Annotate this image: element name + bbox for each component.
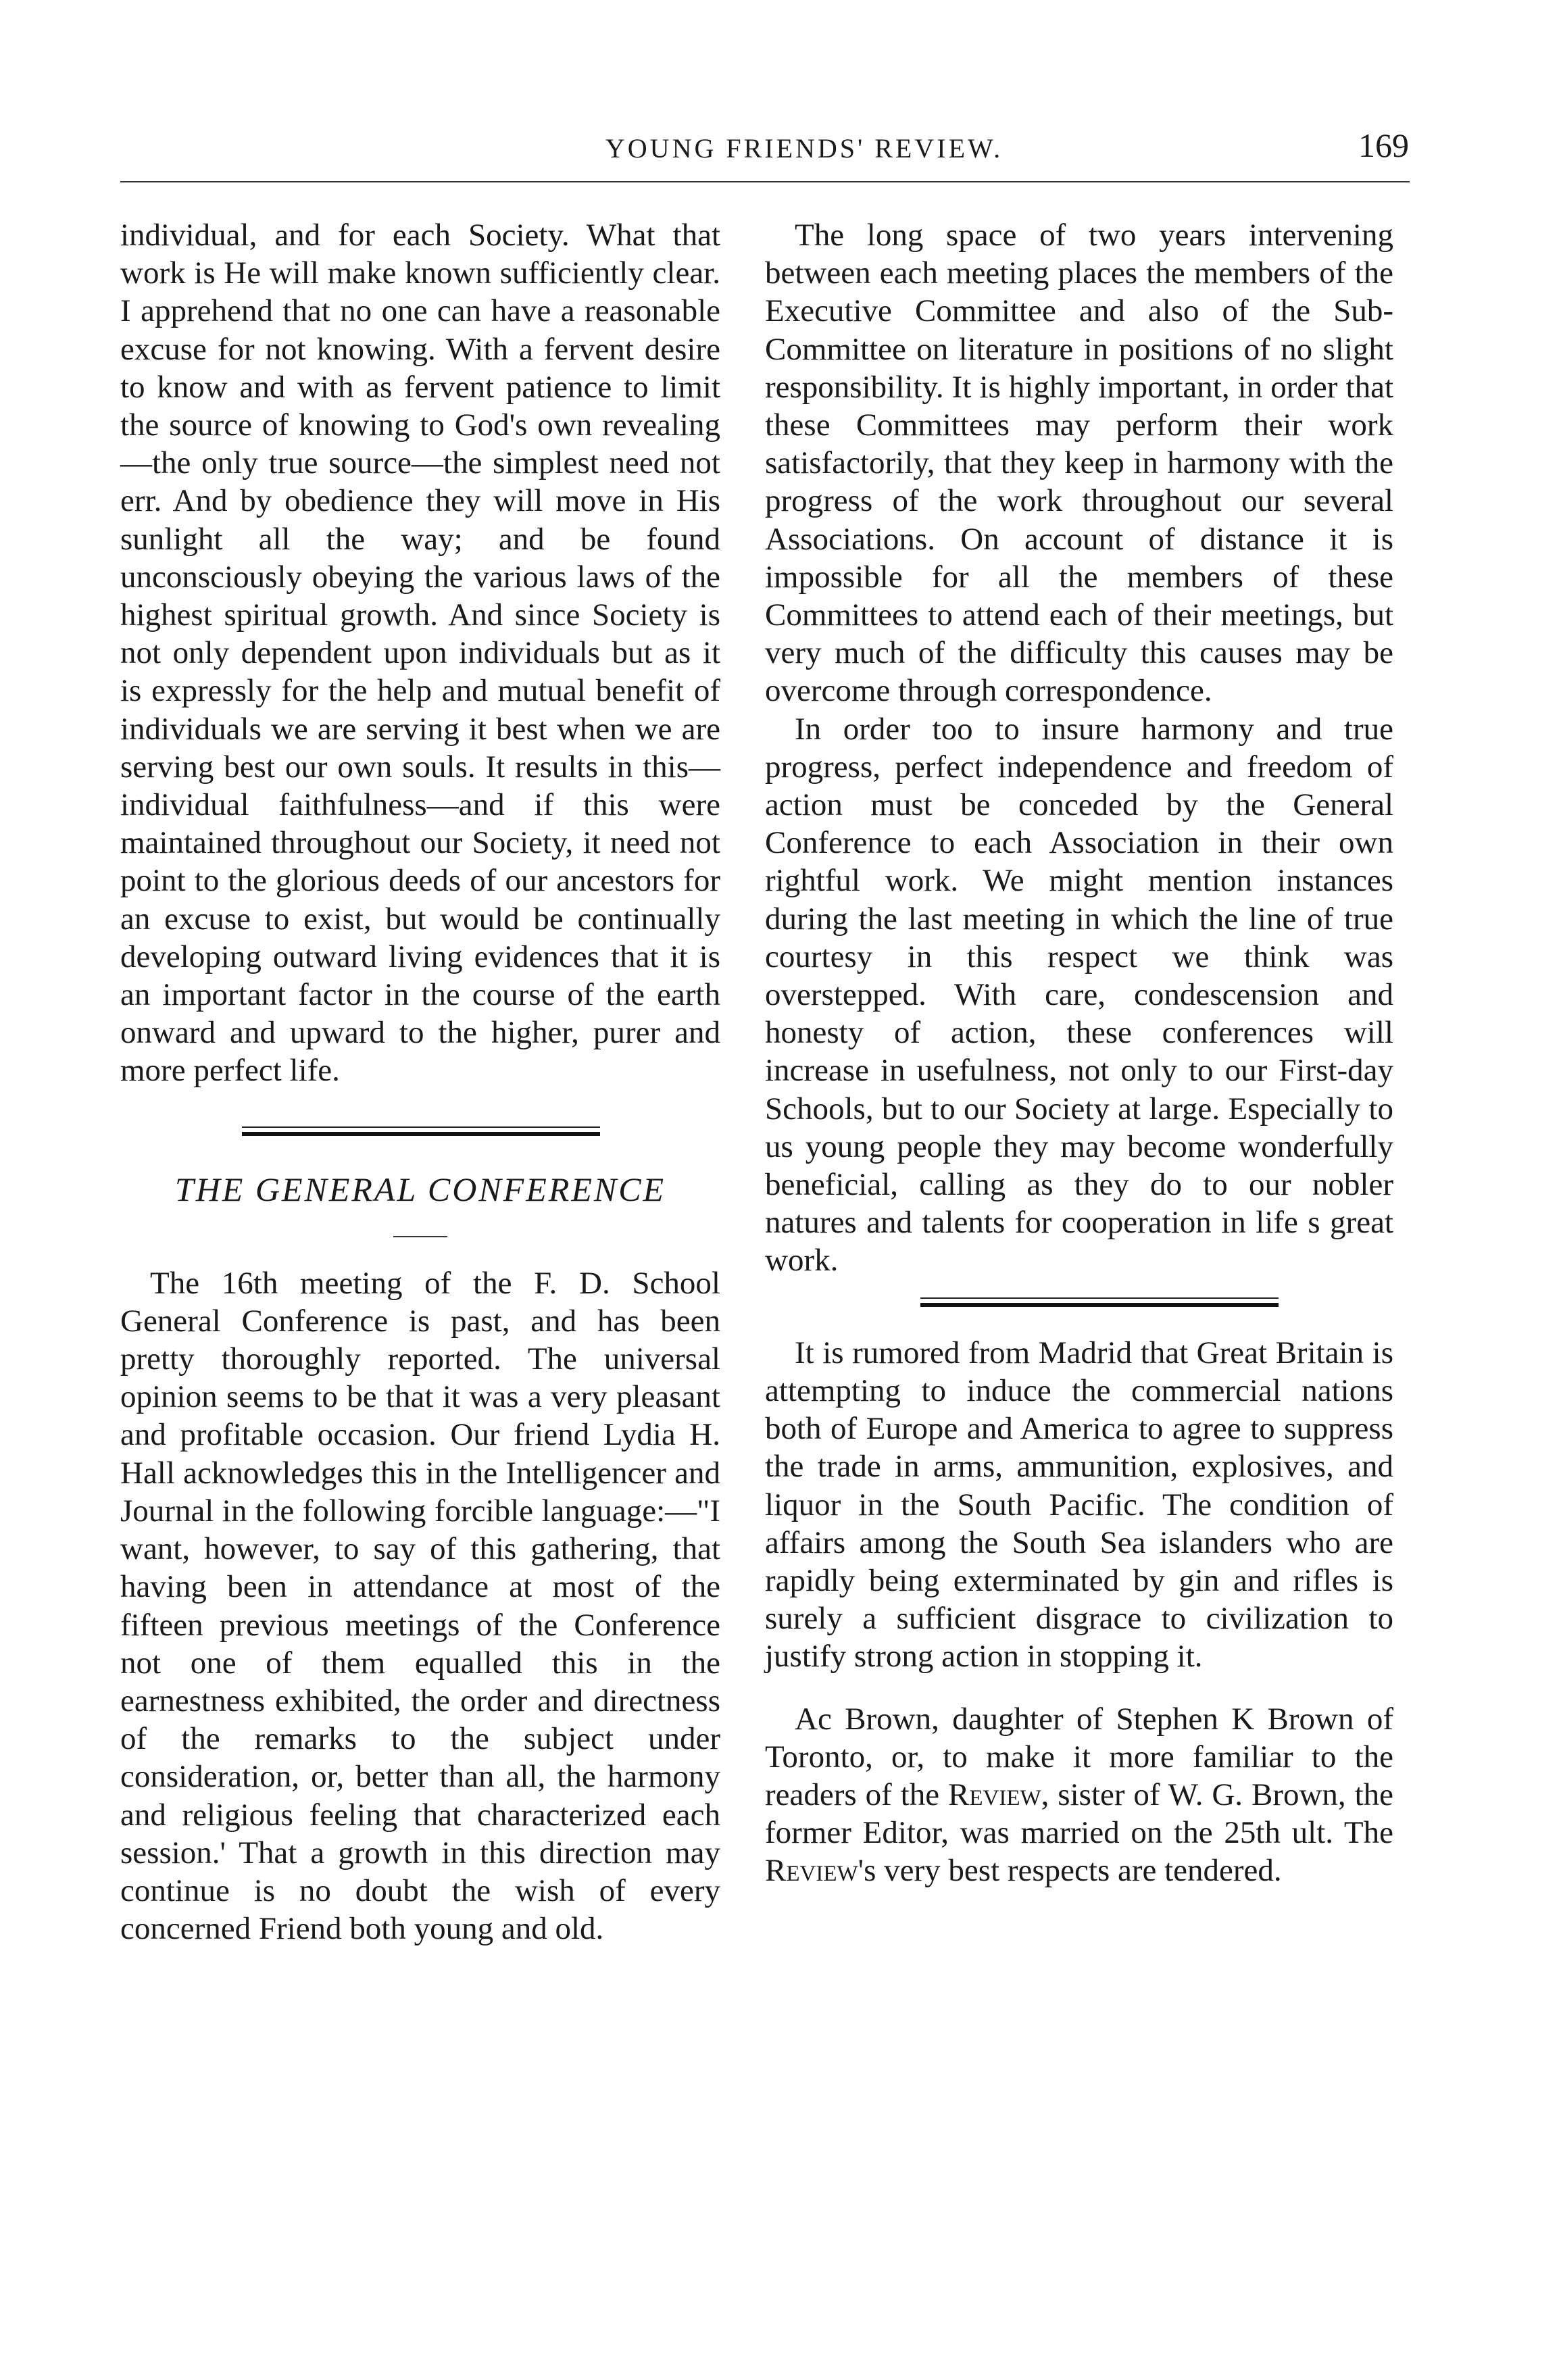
- conference-paragraph: The 16th meeting of the F. D. School General Conference is past, and has been pretty thoroughly reported. The universal opinion seems to be that it was a very pleasant and profitable occasion. Our friend Lydia H. Hall acknowledges this in the Intelligencer and Journal in the following forcible language:—"I want, however, to say of this gathering, that having been in attendance at most of the fifteen previous meetings of the Conference not one of them equalled this in the earnestness exhibited, the order and directness of the remarks to the subject under consideration, or, better than all, the harmony and religious feeling that characterized each session.' That a growth in this direction may continue is no doubt the wish of every concerned Friend both young and old.: [120, 1265, 720, 1947]
- review-name-possessive: Review: [765, 1853, 858, 1889]
- header-rule: [120, 181, 1410, 182]
- divider-thin-line: [920, 1297, 1279, 1299]
- divider-thin-line: [242, 1126, 600, 1128]
- heading-short-rule: [393, 1236, 447, 1237]
- harmony-paragraph: In order too to insure harmony and true progress, perfect independence and freedom of action must be conceded by the General Conference to each Association in their own rightful work. We might mention instances during the last meeting in which the line of true courtesy in this respect we think was overstepped. With care, condescension and honesty of action, these conferences will increase in usefulness, not only to our First-day Schools, but to our Society at large. Especially to us young people they may become wonderfully beneficial, calling as they do to our nobler natures and talents for cooperation in life s great work.: [765, 711, 1393, 1279]
- marriage-text-middle: , sister of W. G. Brown, the former Editor, was married on the 25th ult. The: [765, 1777, 1393, 1851]
- running-title: YOUNG FRIENDS' REVIEW.: [605, 133, 1004, 164]
- review-name: Review: [948, 1777, 1041, 1812]
- article-divider: [920, 1297, 1279, 1307]
- section-heading: THE GENERAL CONFERENCE: [174, 1170, 666, 1208]
- madrid-paragraph: It is rumored from Madrid that Great Britain is attempting to induce the commercial nations both of Europe and America to agree to suppress the trade in arms, ammunition, explosives, and liquor in the South Pacific. The condition of affairs among the South Sea islanders who are rapidly being exterminated by gin and rifles is surely a sufficient disgrace to civilization to justify strong action in stopping it.: [765, 1335, 1393, 1675]
- divider-thick-line: [920, 1303, 1279, 1307]
- continued-paragraph: individual, and for each Society. What that work is He will make known sufficiently clear. I apprehend that no one can have a reasonable excuse for not knowing. With a fervent desire to know and with as fervent patience to limit the source of knowing to God's own revealing—the only true source—the simplest need not err. And by obedience they will move in His sunlight all the way; and be found unconsciously obeying the various laws of the highest spiritual growth. And since Society is not only dependent upon individuals but as it is expressly for the help and mutual benefit of individuals we are serving it best when we are serving best our own souls. It results in this—individual faithfulness—and if this were maintained throughout our Society, it need not point to the glorious deeds of our ancestors for an excuse to exist, but would be continually developing outward living evidences that it is an important factor in the course of the earth onward and upward to the higher, purer and more perfect life.: [120, 218, 720, 1089]
- right-column: [765, 216, 1393, 1890]
- divider-thick-line: [242, 1132, 600, 1136]
- left-column: [120, 216, 720, 1948]
- page-number: 169: [1358, 126, 1409, 164]
- section-divider: [242, 1126, 600, 1136]
- committee-paragraph: The long space of two years intervening between each meeting places the members of the Executive Committee and also of the Sub-Committee on literature in positions of no slight responsibility. It is highly important, in order that these Committees may perform their work satisfactorily, that they keep in harmony with the progress of the work throughout our several Associations. On account of distance it is impossible for all the members of these Committees to attend each of their meetings, but very much of the difficulty this causes may be overcome through correspondence.: [765, 218, 1393, 709]
- marriage-text-start: Ac Brown, daughter of Stephen K Brown of Toronto, or, to make it more familiar to the readers of the: [765, 1701, 1393, 1812]
- marriage-text-end: 's very best respects are tendered.: [858, 1853, 1282, 1889]
- marriage-notice-paragraph: [765, 1700, 1393, 1890]
